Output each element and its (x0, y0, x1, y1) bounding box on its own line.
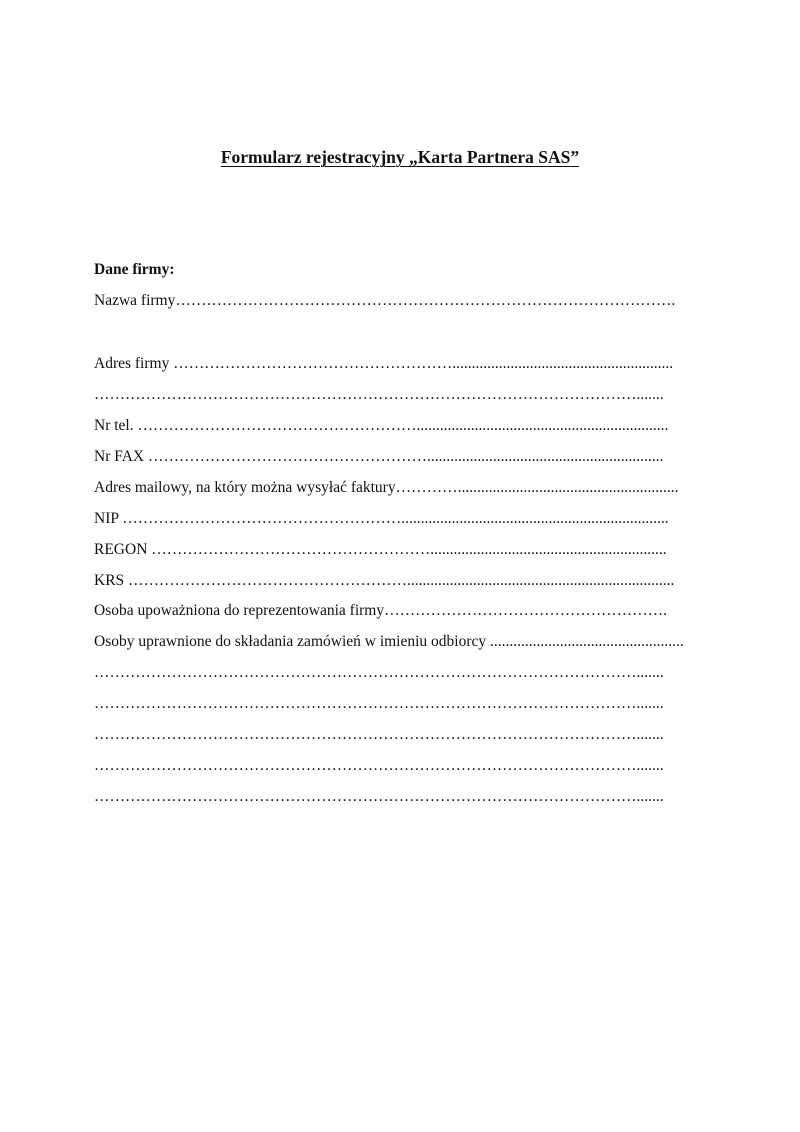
field-company-address-continued: ……………………………………………………………………………………………....... (94, 386, 664, 403)
field-authorized-order-persons: Osoby uprawnione do składania zamówień w imieniu odbiorcy .................................................. (94, 633, 684, 650)
form-title: Formularz rejestracyjny „Karta Partnera SAS” (220, 147, 580, 167)
field-blank-line-5: ……………………………………………………………………………………………....... (94, 788, 664, 805)
field-krs: KRS ………………………………………………..................................................................... (94, 572, 675, 589)
field-phone-number: Nr tel. ………………………………………………................................................................. (94, 417, 669, 434)
section-heading-company-data: Dane firmy: (94, 261, 175, 278)
field-blank-line-3: ……………………………………………………………………………………………....... (94, 726, 664, 743)
field-company-name: Nazwa firmy……………………………………………………………………………………. (94, 292, 676, 309)
field-nip: NIP ………………………………………………..................................................................... (94, 510, 669, 527)
field-blank-line-1: ……………………………………………………………………………………………....... (94, 664, 664, 681)
field-invoice-email: Adres mailowy, na który można wysyłać faktury…………......................................................... (94, 479, 679, 496)
field-regon: REGON ………………………………………………............................................................. (94, 541, 667, 558)
field-company-address: Adres firmy ………………………………………………......................................................... (94, 355, 674, 372)
field-blank-line-4: ……………………………………………………………………………………………....... (94, 757, 664, 774)
field-fax-number: Nr FAX ………………………………………………............................................................. (94, 448, 664, 465)
field-blank-line-2: ……………………………………………………………………………………………....... (94, 695, 664, 712)
field-authorized-representative: Osoba upoważniona do reprezentowania firmy………………………………………………. (94, 602, 667, 619)
